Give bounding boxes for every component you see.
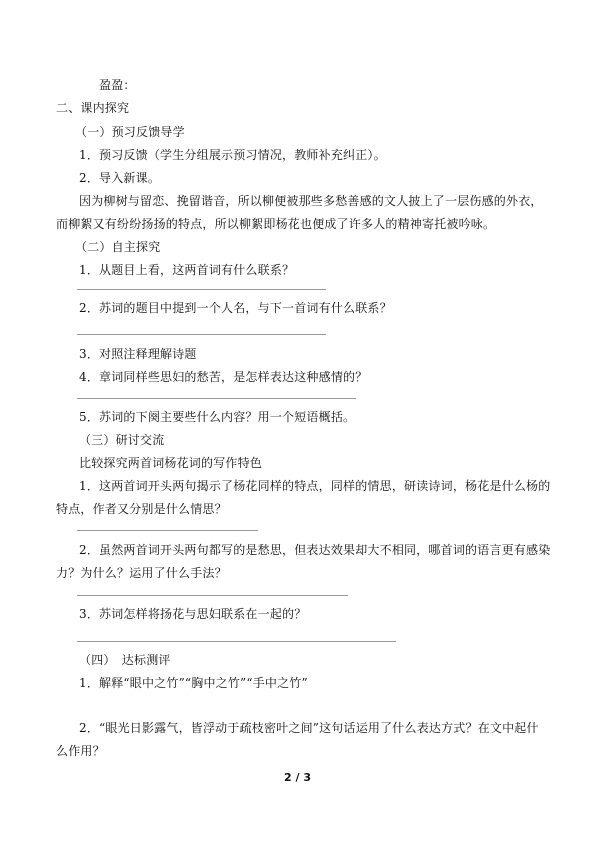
question-4-2-line-1: 2．“眼光日影露气，皆浮动于疏枝密叶之间”这句话运用了什么表达方式？在文中起什 <box>79 721 539 735</box>
answer-line <box>77 641 396 642</box>
line-yingying: 盈盈： <box>99 78 136 92</box>
answer-line <box>77 289 326 290</box>
paragraph-line-2: 而柳絮又有纷纷扬扬的特点，所以柳絮即杨花也便成了许多人的精神寄托被吟咏。 <box>56 217 496 231</box>
question-3-1-line-1: 1．这两首词开头两句揭示了杨花同样的特点，同样的情思，研读诗词，杨花是什么杨的 <box>79 479 551 493</box>
line-intro-lesson: 2．导入新课。 <box>79 171 161 185</box>
answer-line <box>77 530 258 531</box>
question-2-5: 5．苏词的下阕主要些什么内容？用一个短语概括。 <box>79 410 356 424</box>
line-compare-title: 比较探究两首词杨花词的写作特色 <box>79 456 263 470</box>
question-3-1-line-2: 特点，作者又分别是什么情思？ <box>56 502 227 516</box>
question-4-1: 1．解释“眼中之竹”“胸中之竹”“手中之竹” <box>79 676 308 690</box>
question-2-2: 2．苏词的题目中提到一个人名，与下一首词有什么联系？ <box>79 301 392 315</box>
question-3-2-line-2: 力？为什么？运用了什么手法？ <box>56 566 227 580</box>
section-heading-2: 二、课内探究 <box>56 101 130 115</box>
answer-line <box>77 334 326 335</box>
page-number: 2 / 3 <box>284 771 311 784</box>
subsection-heading-3: （三）研讨交流 <box>79 433 165 447</box>
subsection-heading-4: （四） 达标测评 <box>79 653 171 667</box>
paragraph-line-1: 因为柳树与留恋、挽留谐音，所以柳便被那些多愁善感的文人披上了一层伤感的外衣， <box>79 194 543 208</box>
subsection-heading-1: （一）预习反馈导学 <box>75 125 185 139</box>
question-2-4: 4．章词同样些思妇的愁苦，是怎样表达这种感情的？ <box>79 370 368 384</box>
subsection-heading-2: （二）自主探究 <box>75 240 161 254</box>
line-preview-feedback: 1．预习反馈（学生分组展示预习情况，教师补充纠正）。 <box>79 148 386 162</box>
answer-line <box>77 595 348 596</box>
question-4-2-line-2: 么作用？ <box>56 744 105 758</box>
answer-line <box>77 398 356 399</box>
question-2-1: 1．从题目上看，这两首词有什么联系？ <box>79 263 295 277</box>
question-3-3: 3．苏词怎样将扬花与思妇联系在一起的？ <box>79 607 307 621</box>
question-3-2-line-1: 2．虽然两首词开头两句都写的是愁思，但表达效果却大不相同，哪首词的语言更有感染 <box>79 543 551 557</box>
question-2-3: 3．对照注释理解诗题 <box>79 347 197 361</box>
